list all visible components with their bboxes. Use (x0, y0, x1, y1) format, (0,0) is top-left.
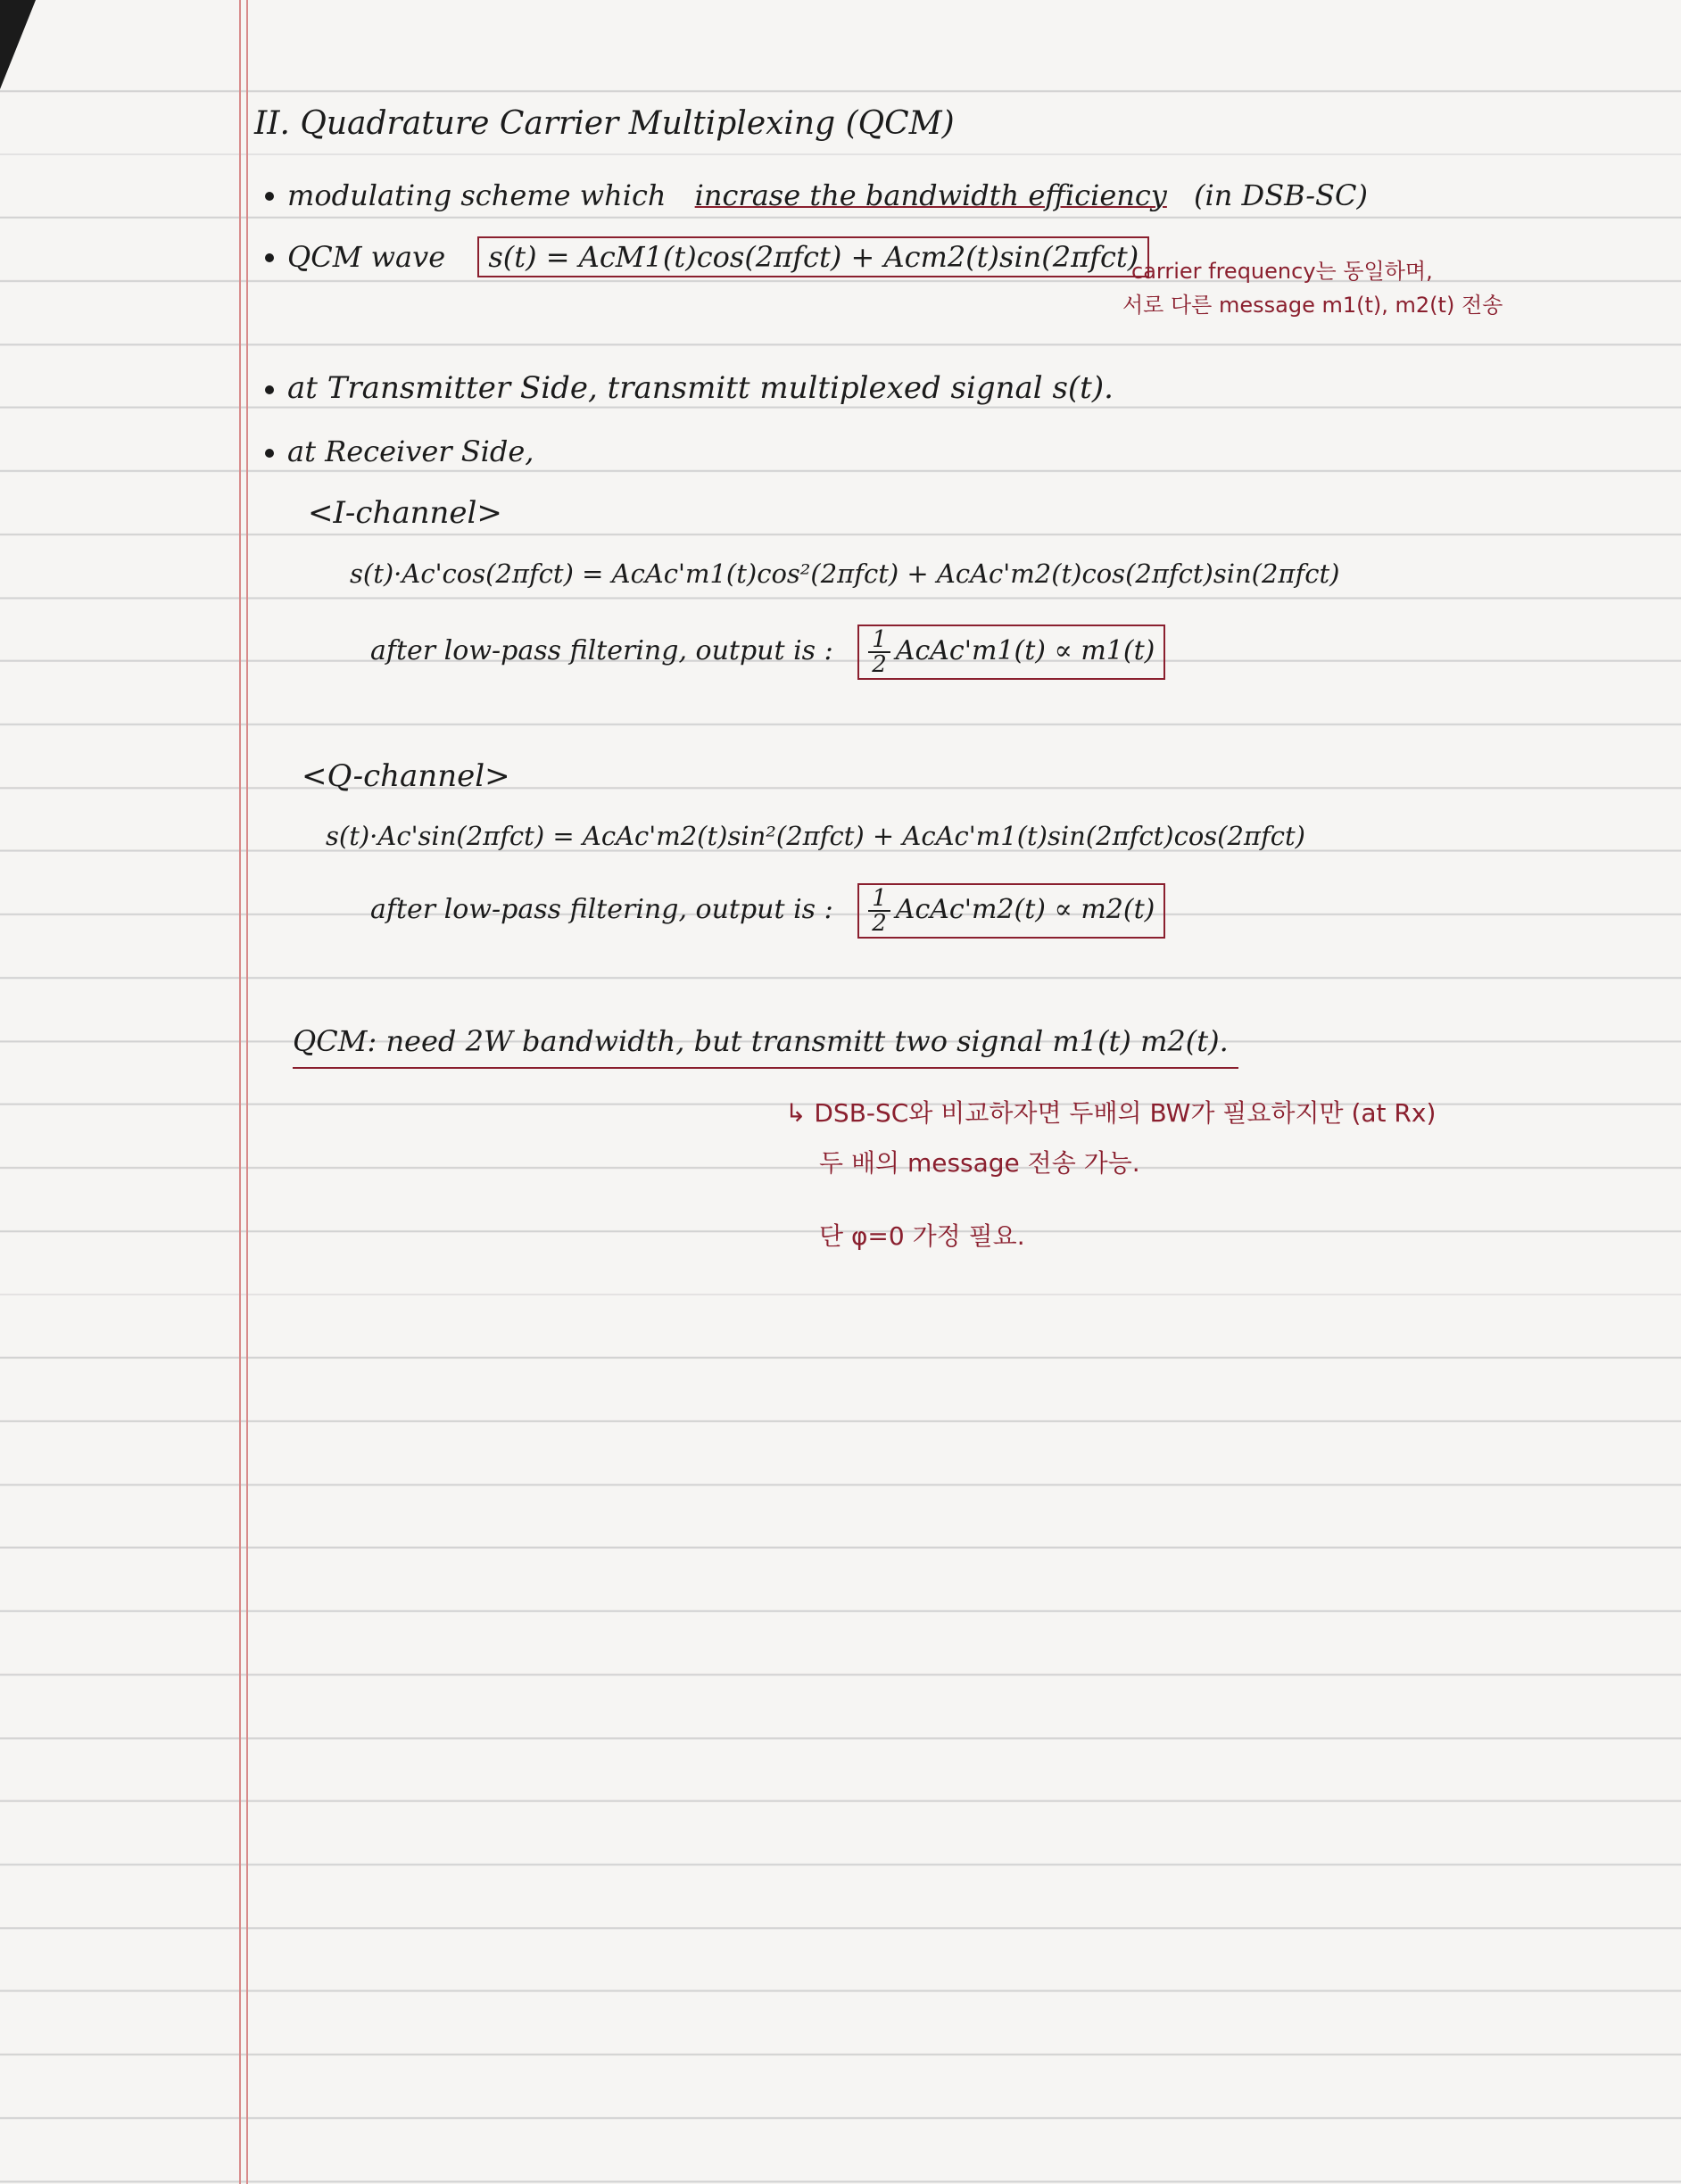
fraction-numerator: 1 (868, 628, 890, 653)
bullet (265, 192, 274, 201)
summary-underline (293, 1067, 1238, 1069)
page-corner-shadow (0, 0, 36, 89)
bullet (265, 385, 274, 394)
bullet (265, 253, 274, 262)
notes-line-1 (287, 178, 1368, 212)
i-channel-output-box (857, 625, 1165, 680)
fraction-one-half (868, 887, 890, 935)
q-channel-heading: <Q-channel> (302, 758, 510, 794)
q-channel-output-prefix: after low-pass filtering, output is : (370, 894, 833, 925)
transmitter-line: at Transmitter Side, transmitt multiplexed signal s(t). (287, 370, 1114, 406)
q-channel-output-result: AcAc'm2(t) ∝ m2(t) (895, 894, 1155, 925)
line-2-prefix: QCM wave (287, 240, 446, 274)
fraction-denominator: 2 (872, 651, 887, 678)
receiver-line: at Receiver Side, (287, 434, 534, 468)
annotation-phase-assumption: 단 φ=0 가정 필요. (819, 1221, 1025, 1251)
section-title: II. Quadrature Carrier Multiplexing (QCM) (254, 105, 955, 142)
qcm-summary: QCM: need 2W bandwidth, but transmitt two signal m1(t) m2(t). (293, 1024, 1229, 1058)
margin-line (239, 0, 241, 2184)
line-1-underlined: incrase the bandwidth efficiency (694, 178, 1167, 212)
line-1-suffix: (in DSB-SC) (1194, 178, 1368, 212)
i-channel-equation: s(t)·Ac'cos(2πfct) = AcAc'm1(t)cos²(2πfct) + AcAc'm2(t)cos(2πfct)sin(2πfct) (350, 558, 1340, 589)
line-1-prefix: modulating scheme which (287, 178, 667, 212)
annotation-dsb-comparison: ↳ DSB-SC와 비교하자면 두배의 BW가 필요하지만 (at Rx) (785, 1098, 1437, 1128)
fraction-one-half (868, 628, 890, 676)
i-channel-output-prefix: after low-pass filtering, output is : (370, 635, 833, 666)
bullet (265, 449, 274, 458)
i-channel-output-result: AcAc'm1(t) ∝ m1(t) (895, 635, 1155, 666)
annotation-double-message: 두 배의 message 전송 가능. (819, 1148, 1140, 1178)
q-channel-equation: s(t)·Ac'sin(2πfct) = AcAc'm2(t)sin²(2πfct) + AcAc'm1(t)sin(2πfct)cos(2πfct) (326, 821, 1305, 851)
annotation-carrier-frequency: carrier frequency는 동일하며, (1131, 259, 1433, 284)
annotation-different-messages: 서로 다른 message m1(t), m2(t) 전송 (1122, 293, 1503, 318)
q-channel-output-box (857, 883, 1165, 939)
qcm-wave-formula: s(t) = AcM1(t)cos(2πfct) + Acm2(t)sin(2πfct) (477, 236, 1149, 277)
i-channel-output-line (370, 625, 1165, 680)
i-channel-heading: <I-channel> (308, 495, 502, 531)
notes-line-2 (287, 240, 1149, 274)
margin-line (246, 0, 248, 2184)
fraction-numerator: 1 (868, 887, 890, 912)
q-channel-output-line (370, 883, 1165, 939)
fraction-denominator: 2 (872, 910, 887, 937)
